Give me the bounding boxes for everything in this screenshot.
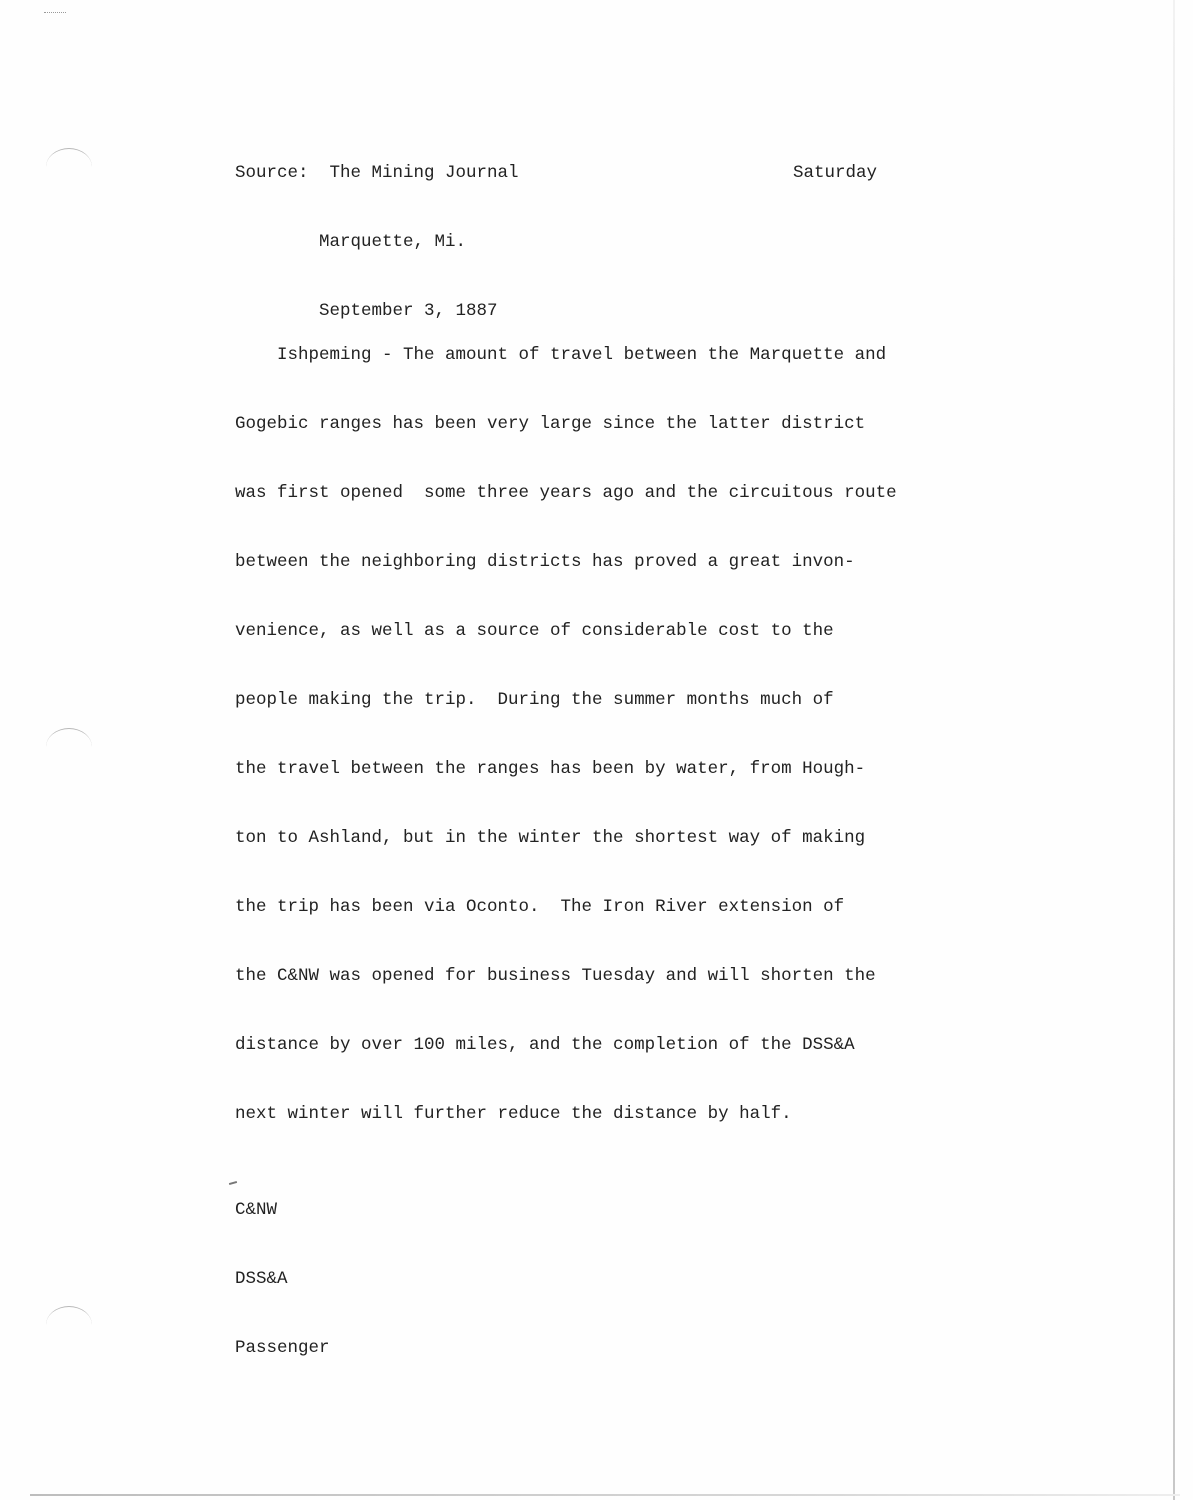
page-right-edge [1173, 0, 1175, 1500]
article-line: Ishpeming - The amount of travel between the Marquette and [235, 345, 887, 365]
article-line: Gogebic ranges has been very large since the latter district [235, 414, 866, 434]
article-line: ton to Ashland, but in the winter the shortest way of making [235, 828, 866, 848]
article-line: venience, as well as a source of considerable cost to the [235, 621, 834, 641]
article-line: the trip has been via Oconto. The Iron River extension of [235, 897, 845, 917]
weekday: Saturday [793, 163, 878, 183]
article-line: the C&NW was opened for business Tuesday and will shorten the [235, 966, 876, 986]
source-publication: The Mining Journal [329, 163, 519, 183]
article-line: distance by over 100 miles, and the completion of the DSS&A [235, 1035, 855, 1055]
source-line-publication [235, 162, 519, 185]
article-line: was first opened some three years ago and the circuitous route [235, 483, 897, 503]
article-line: the travel between the ranges has been by water, from Hough- [235, 759, 866, 779]
source-date: September 3, 1887 [319, 301, 498, 321]
article-line: next winter will further reduce the distance by half. [235, 1104, 792, 1124]
article-line: people making the trip. During the summer months much of [235, 690, 834, 710]
tag-item: C&NW [235, 1200, 278, 1220]
tag-item: Passenger [235, 1338, 330, 1358]
source-location: Marquette, Mi. [319, 232, 467, 252]
page-bottom-edge [30, 1494, 1180, 1496]
punch-hole-middle [46, 728, 92, 747]
scan-corner-mark [44, 12, 66, 16]
article-body [235, 298, 897, 1172]
tag-item: DSS&A [235, 1269, 288, 1289]
punch-hole-top [46, 148, 92, 167]
source-label: Source: [235, 163, 309, 183]
article-line: between the neighboring districts has proved a great invon- [235, 552, 855, 572]
punch-hole-bottom [46, 1306, 92, 1325]
subject-tags [235, 1153, 330, 1406]
source-line-location [235, 231, 519, 254]
